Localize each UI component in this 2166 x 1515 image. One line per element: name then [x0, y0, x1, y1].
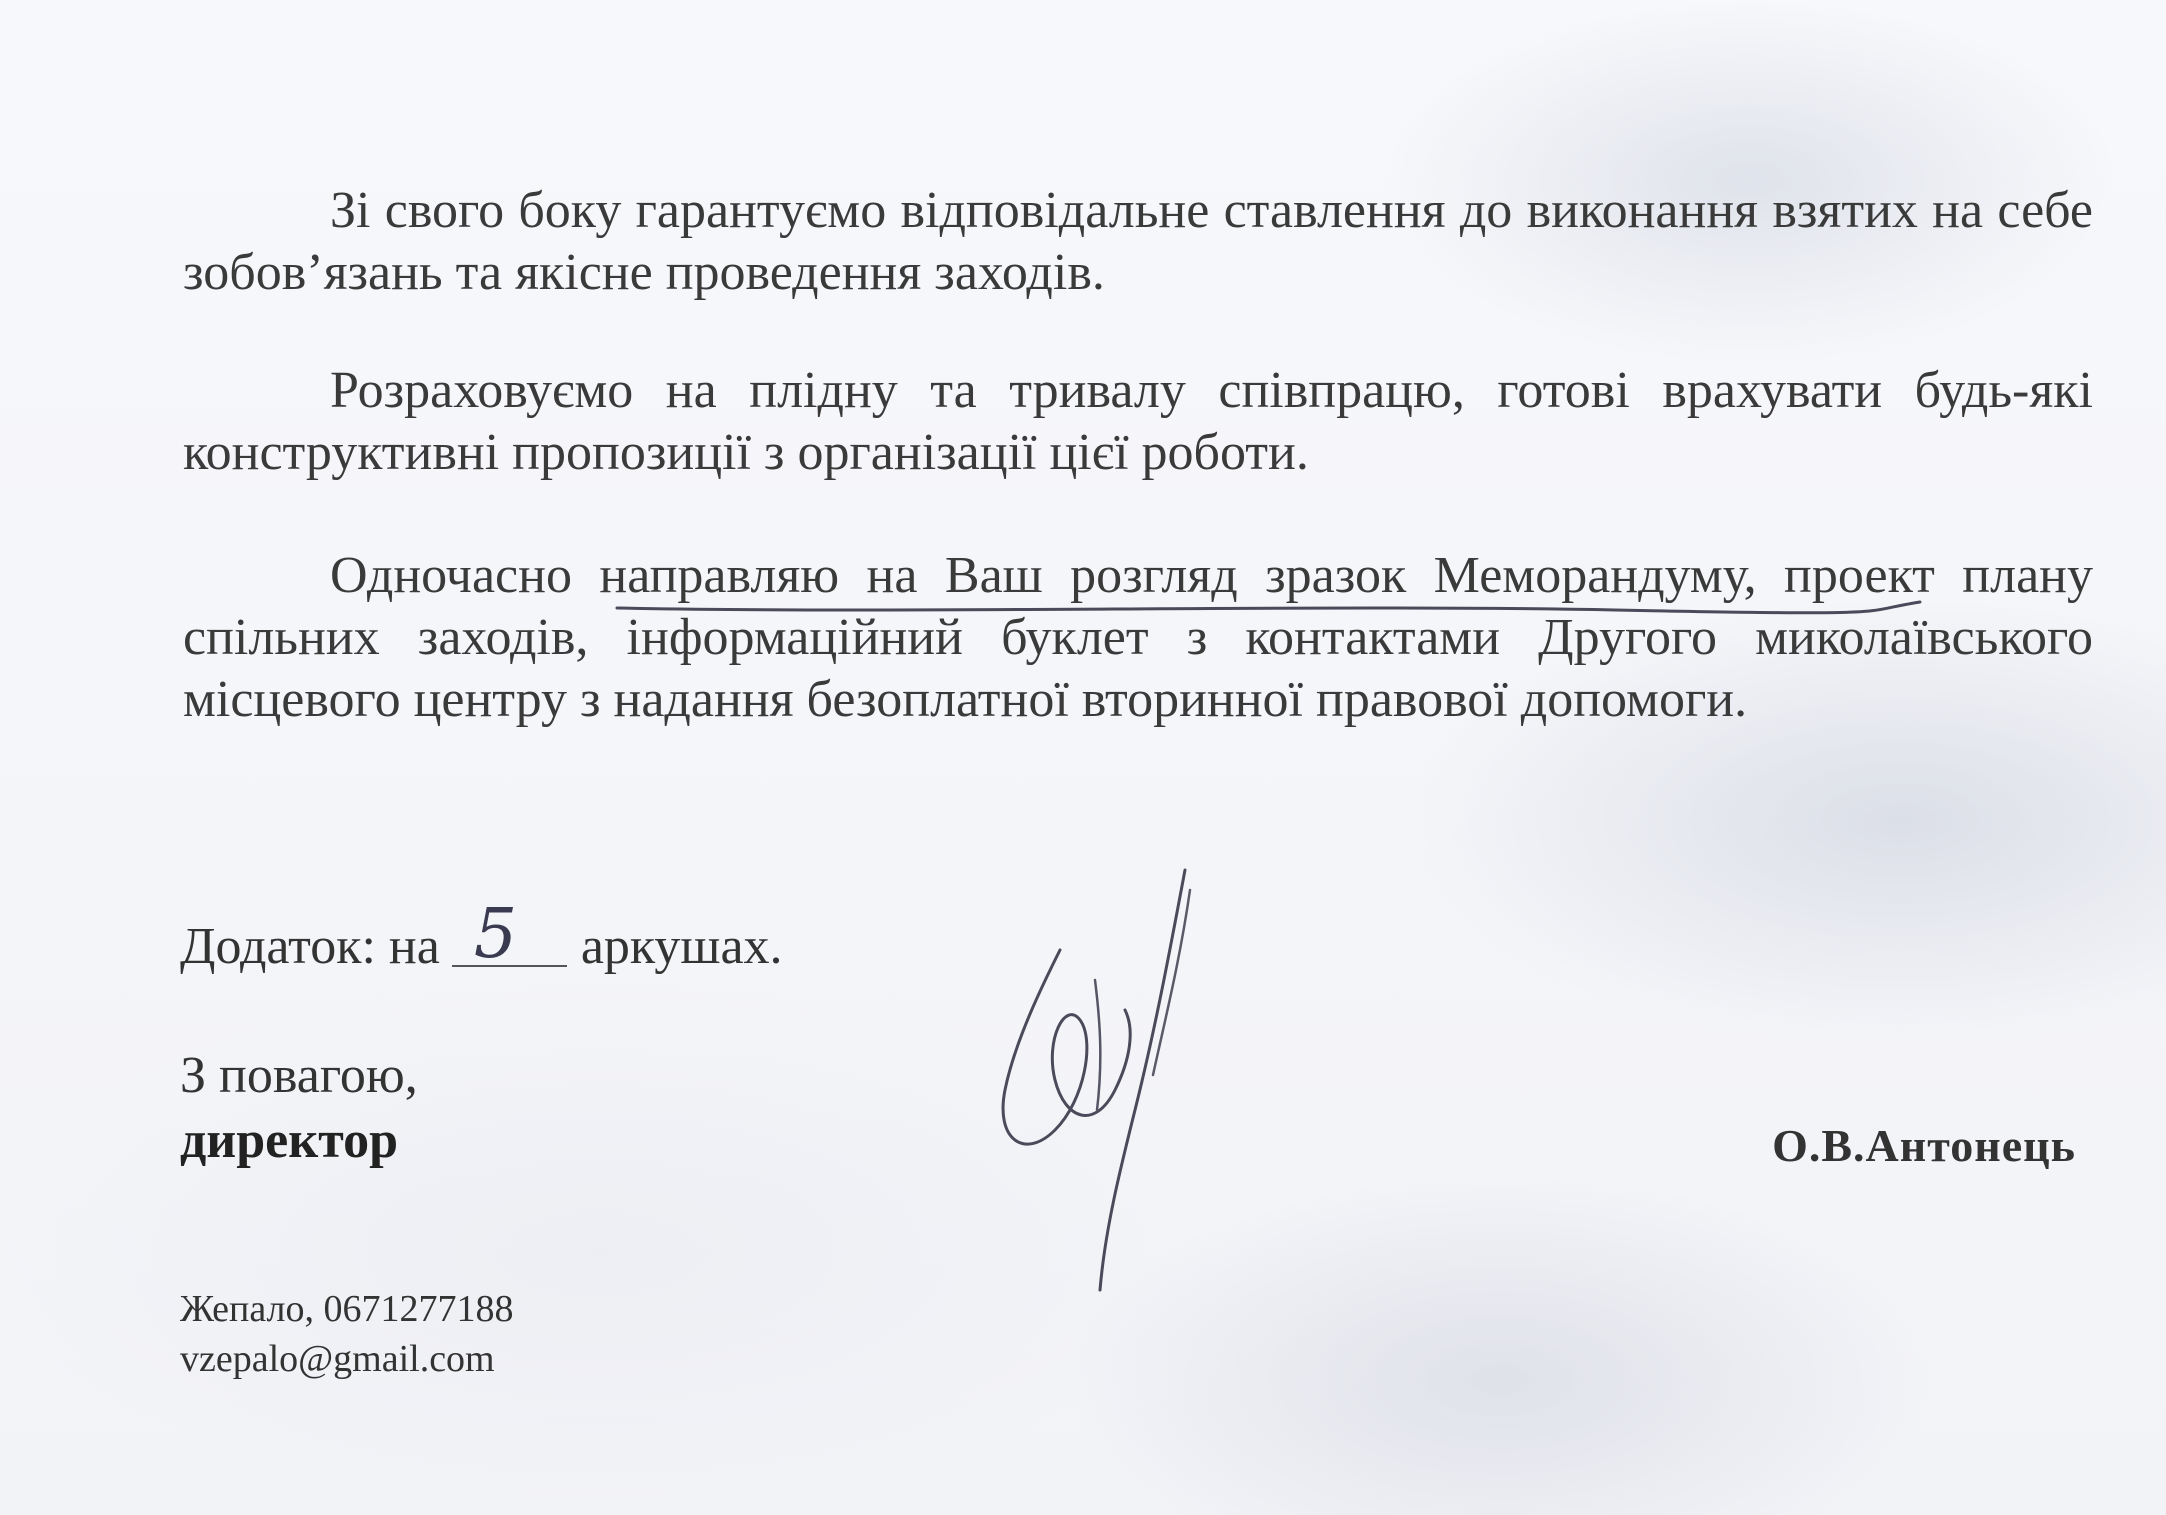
contact-name-phone: Жепало, 0671277188: [180, 1288, 514, 1330]
signer-name: О.В.Антонець: [1772, 1120, 2076, 1171]
signer-title: директор: [180, 1112, 399, 1169]
paragraph-guarantee: Зі свого боку гарантуємо відповідальне ставлення до виконання взятих на себе зобов’язань та якісне проведення заходів.: [183, 182, 2093, 301]
contact-email: vzepalo@gmail.com: [180, 1338, 495, 1380]
handwritten-underline: [615, 598, 1925, 624]
handwritten-annex-count: 5: [473, 895, 518, 974]
handwritten-signature: [985, 860, 1245, 1300]
paragraph-enclosures: Одночасно направляю на Ваш розгляд зразок Меморандуму, проект плану спільних заходів, інформаційний буклет з контактами Другого миколаївського місцевого центру з надання безоплатної вторинної правової допомоги.: [183, 547, 2093, 728]
annex-count-blank: [452, 895, 567, 974]
paragraph-cooperation: Розраховуємо на плідну та тривалу співпрацю, готові врахувати будь-які конструктивні пропозиції з організації цієї роботи.: [183, 362, 2093, 481]
closing-regards: З повагою,: [180, 1047, 418, 1104]
annex-line: Додаток: на 5 аркушах.: [180, 895, 783, 975]
